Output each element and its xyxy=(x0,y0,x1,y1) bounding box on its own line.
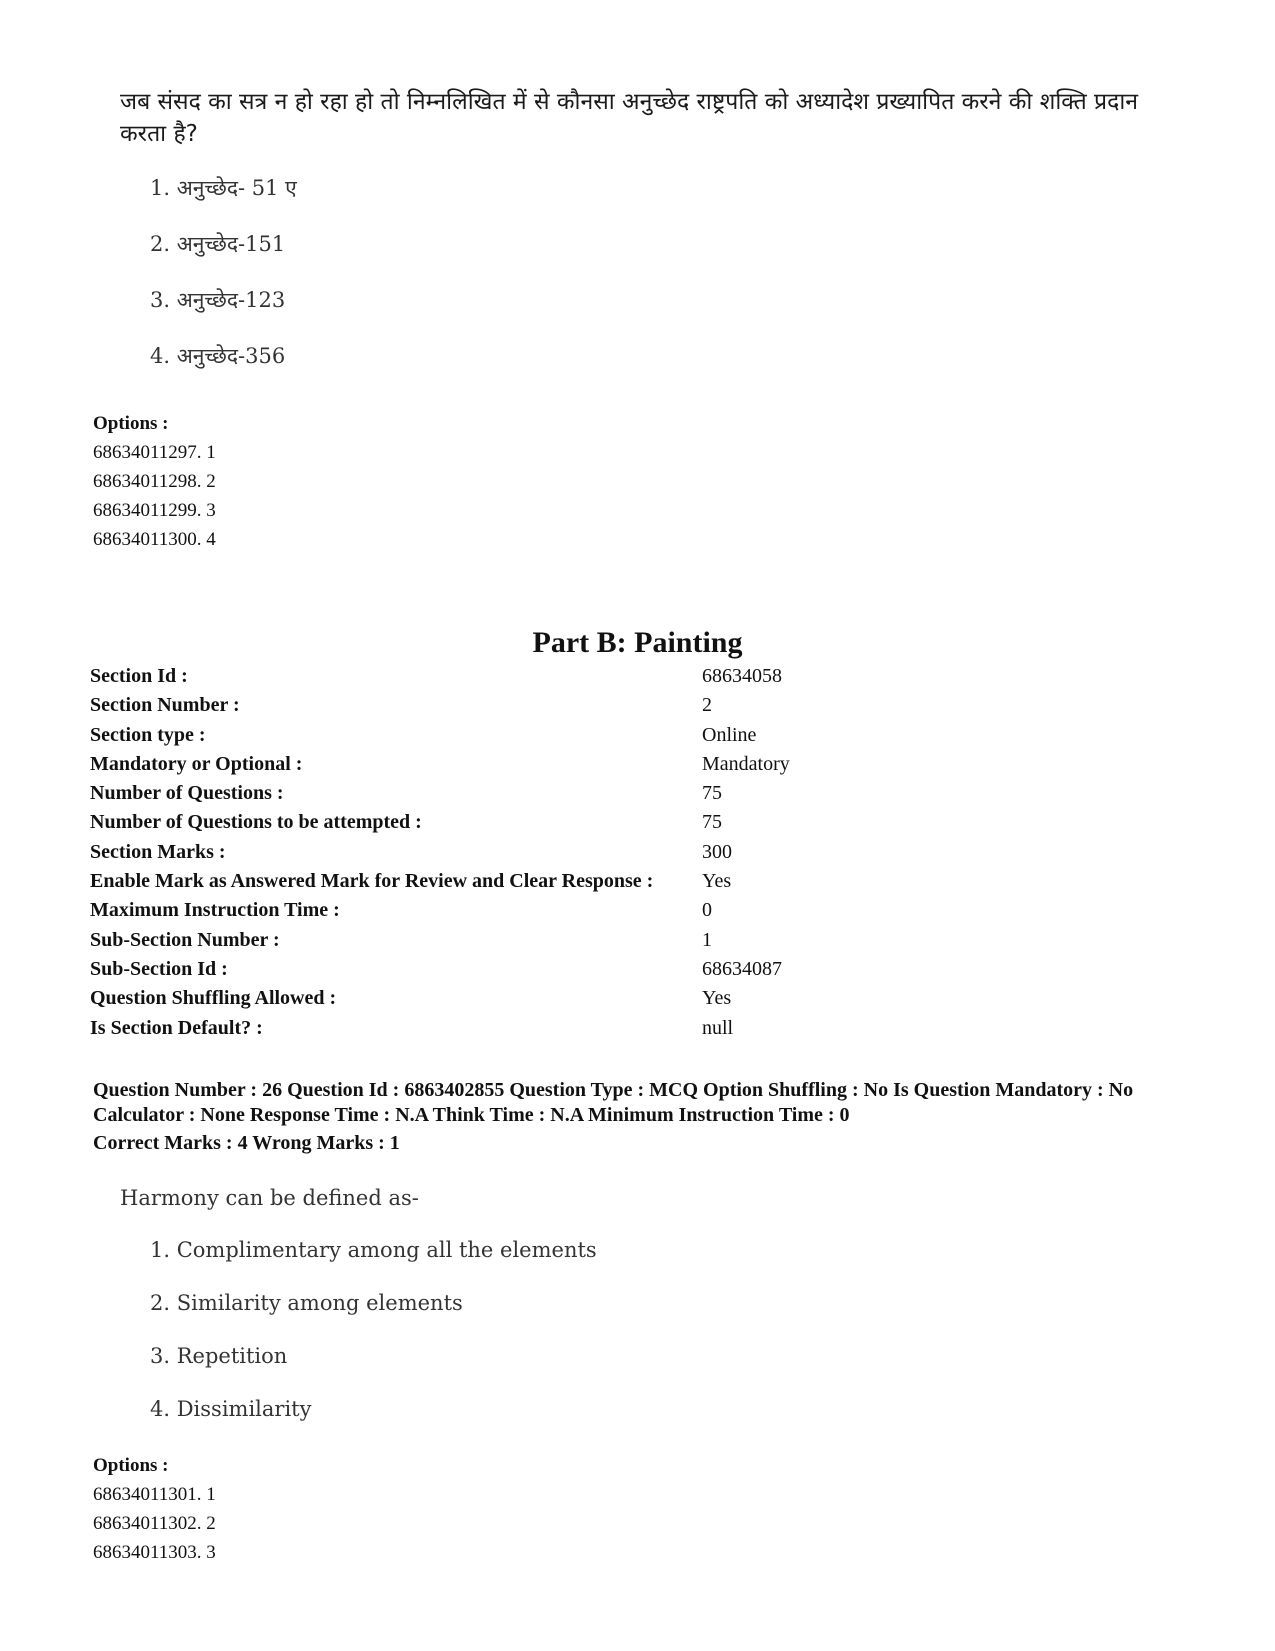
section-row-label: Number of Questions : xyxy=(90,782,284,805)
question-26-meta: Question Number : 26 Question Id : 6863402855 Question Type : MCQ Option Shuffling : No Is Question Mandatory : No Calculator : None Response Time : N.A Think Time : N.A Minimum Instruction Time : 0 xyxy=(93,1079,1134,1126)
section-row-label: Section Marks : xyxy=(90,840,226,863)
section-row-value: null xyxy=(702,1016,734,1039)
options-title: Options : xyxy=(93,413,169,434)
question-26-choice-4: 4. Dissimilarity xyxy=(150,1397,312,1421)
section-row xyxy=(90,753,1190,782)
section-row xyxy=(90,841,1190,870)
option-item: 68634011299. 3 xyxy=(93,500,216,521)
section-row xyxy=(90,929,1190,958)
section-row-label: Sub-Section Id : xyxy=(90,957,228,980)
section-row-value: 2 xyxy=(702,694,712,717)
question-25-choice-4: 4. अनुच्छेद-356 xyxy=(150,344,286,368)
section-row xyxy=(90,958,1190,987)
question-25-choice-1: 1. अनुच्छेद- 51 ए xyxy=(150,176,297,200)
section-row-label: Maximum Instruction Time : xyxy=(90,899,340,922)
question-26-options xyxy=(93,1451,216,1567)
section-row-label: Section Id : xyxy=(90,665,188,687)
section-row-value: 68634058 xyxy=(702,665,782,687)
section-row xyxy=(90,724,1190,753)
option-item: 68634011302. 2 xyxy=(93,1513,216,1534)
section-row-value: Yes xyxy=(702,987,732,1010)
option-item: 68634011303. 3 xyxy=(93,1542,216,1563)
section-row xyxy=(90,1017,1190,1046)
question-26-marks: Correct Marks : 4 Wrong Marks : 1 xyxy=(93,1132,400,1154)
section-row-value: 75 xyxy=(702,811,722,834)
section-row xyxy=(90,694,1190,723)
section-row-label: Question Shuffling Allowed : xyxy=(90,987,337,1010)
section-row-label: Sub-Section Number : xyxy=(90,928,280,951)
question-26-choice-1: 1. Complimentary among all the elements xyxy=(150,1238,597,1262)
section-row-value: Mandatory xyxy=(702,752,790,775)
question-26-text: Harmony can be defined as- xyxy=(120,1186,419,1210)
section-row-label: Section Number : xyxy=(90,694,240,717)
section-info-table xyxy=(90,665,1190,1046)
section-row xyxy=(90,987,1190,1016)
part-title: Part B: Painting xyxy=(532,626,743,659)
question-25-text: जब संसद का सत्र न हो रहा हो तो निम्नलिखित में से कौनसा अनुच्छेद राष्ट्रपति को अध्यादेश प्रख्यापित करने की शक्ति प्रदान करता है? xyxy=(120,89,1139,147)
section-row xyxy=(90,811,1190,840)
section-row-value: Yes xyxy=(702,870,732,893)
section-row-label: Number of Questions to be attempted : xyxy=(90,811,422,834)
option-item: 68634011300. 4 xyxy=(93,529,216,550)
question-26-choice-3: 3. Repetition xyxy=(150,1344,288,1368)
option-item: 68634011297. 1 xyxy=(93,442,216,463)
section-row-label: Mandatory or Optional : xyxy=(90,752,303,775)
section-row-label: Enable Mark as Answered Mark for Review and Clear Response : xyxy=(90,870,654,893)
section-row xyxy=(90,870,1190,899)
section-row-value: 0 xyxy=(702,899,712,922)
section-row-value: Online xyxy=(702,723,757,746)
question-25-options xyxy=(93,409,216,554)
question-25-choice-2: 2. अनुच्छेद-151 xyxy=(150,232,286,256)
section-row-value: 75 xyxy=(702,782,722,805)
section-row-value: 1 xyxy=(702,928,712,951)
section-row xyxy=(90,665,1190,694)
question-26-choice-2: 2. Similarity among elements xyxy=(150,1291,463,1315)
section-row-label: Section type : xyxy=(90,723,206,746)
section-row xyxy=(90,899,1190,928)
section-row xyxy=(90,782,1190,811)
option-item: 68634011298. 2 xyxy=(93,471,216,492)
section-row-label: Is Section Default? : xyxy=(90,1016,263,1039)
question-25-choice-3: 3. अनुच्छेद-123 xyxy=(150,288,286,312)
option-item: 68634011301. 1 xyxy=(93,1484,216,1505)
options-title: Options : xyxy=(93,1455,169,1476)
section-row-value: 300 xyxy=(702,840,732,863)
section-row-value: 68634087 xyxy=(702,957,782,980)
